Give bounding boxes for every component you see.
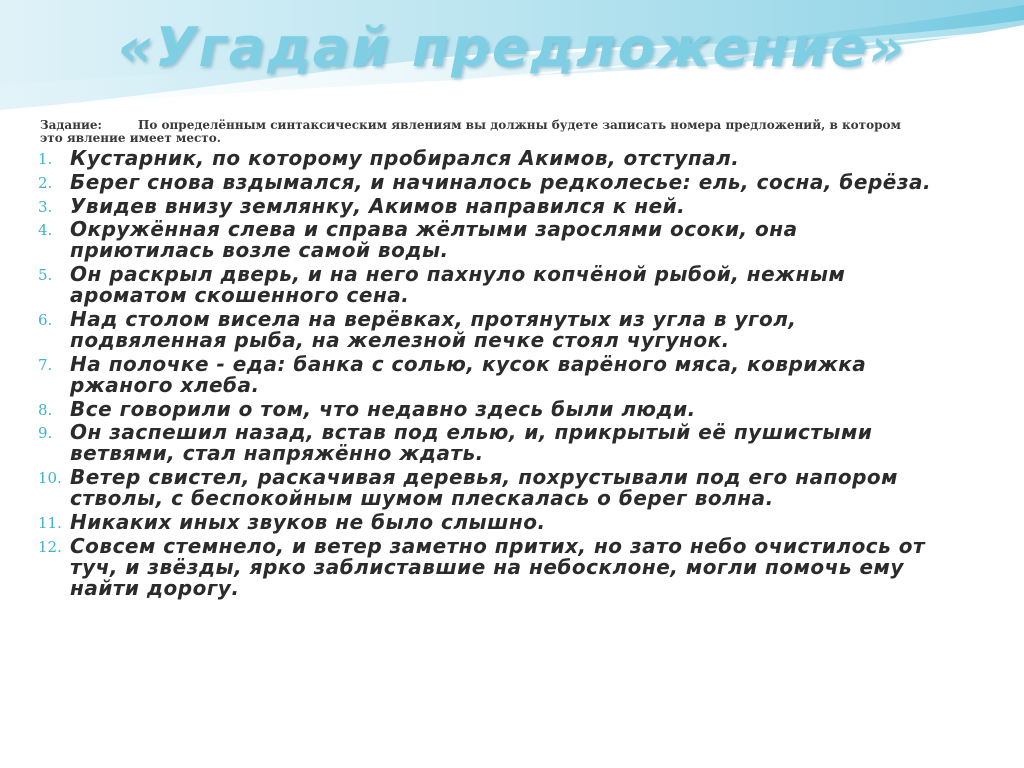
sentence-number: 6. (38, 310, 53, 329)
sentence-item (38, 169, 938, 194)
sentence-item (38, 422, 938, 464)
sentence-number: 9. (38, 424, 53, 443)
sentence-number: 12. (38, 537, 62, 556)
sentence-number: 7. (38, 355, 53, 374)
sentence-number: 3. (38, 197, 53, 216)
task-text: По определённым синтаксическим явлениям вы должны будете записать номера предложений, в котором это явление имеет место. (40, 118, 901, 145)
sentence-number: 1. (38, 150, 53, 168)
sentence-text: Все говорили о том, что недавно здесь были люди. (70, 396, 696, 421)
sentence-item (38, 219, 938, 261)
sentence-item (38, 351, 938, 397)
sentence-item (38, 533, 938, 600)
sentence-list (38, 148, 938, 602)
sentence-item (38, 193, 938, 218)
sentence-item (38, 264, 938, 306)
sentence-text: Кустарник, по которому пробирался Акимов, отступал. (70, 146, 740, 170)
slide-title: «Угадай предложение» (117, 16, 907, 79)
sentence-number: 8. (38, 400, 53, 419)
sentence-item (38, 396, 938, 421)
sentence-text: Ветер свистел, раскачивая деревья, похрустывали под его напором стволы, с беспокойным шумом плескалась о берег волна. (70, 465, 899, 511)
sentence-text: Увидев внизу землянку, Акимов направился к ней. (70, 193, 686, 218)
sentence-text: Он заспешил назад, встав под елью, и, прикрытый её пушистыми ветвями, стал напряжённо ждать. (70, 420, 873, 466)
sentence-text: Совсем стемнело, и ветер заметно притих, но зато небо очистилось от туч, и звёзды, ярко заблиставшие на небосклоне, могли помочь ему найти дорогу. (70, 533, 926, 600)
sentence-number: 5. (38, 266, 53, 285)
sentence-item (38, 148, 938, 169)
sentence-item (38, 306, 938, 352)
sentence-text: Берег снова вздымался, и начиналось редколесье: ель, сосна, берёза. (70, 169, 932, 194)
sentence-text: Над столом висела на верёвках, протянутых из угла в угол, подвяленная рыба, на железной печке стоял чугунок. (70, 306, 797, 352)
sentence-item (38, 509, 938, 534)
task-label: Задание: (40, 118, 102, 132)
sentence-item (38, 467, 938, 509)
sentence-number: 10. (38, 469, 62, 488)
sentence-number: 2. (38, 173, 53, 192)
sentence-text: Он раскрыл дверь, и на него пахнуло копчёной рыбой, нежным ароматом скошенного сена. (70, 262, 846, 308)
sentence-number: 11. (38, 513, 62, 532)
sentence-number: 4. (38, 221, 53, 240)
sentence-text: На полочке - еда: банка с солью, кусок варёного мяса, коврижка ржаного хлеба. (70, 351, 867, 397)
task-description (40, 119, 920, 145)
sentence-text: Окружённая слева и справа жёлтыми зарослями осоки, она приютилась возле самой воды. (70, 217, 798, 263)
sentence-text: Никаких иных звуков не было слышно. (70, 509, 546, 534)
